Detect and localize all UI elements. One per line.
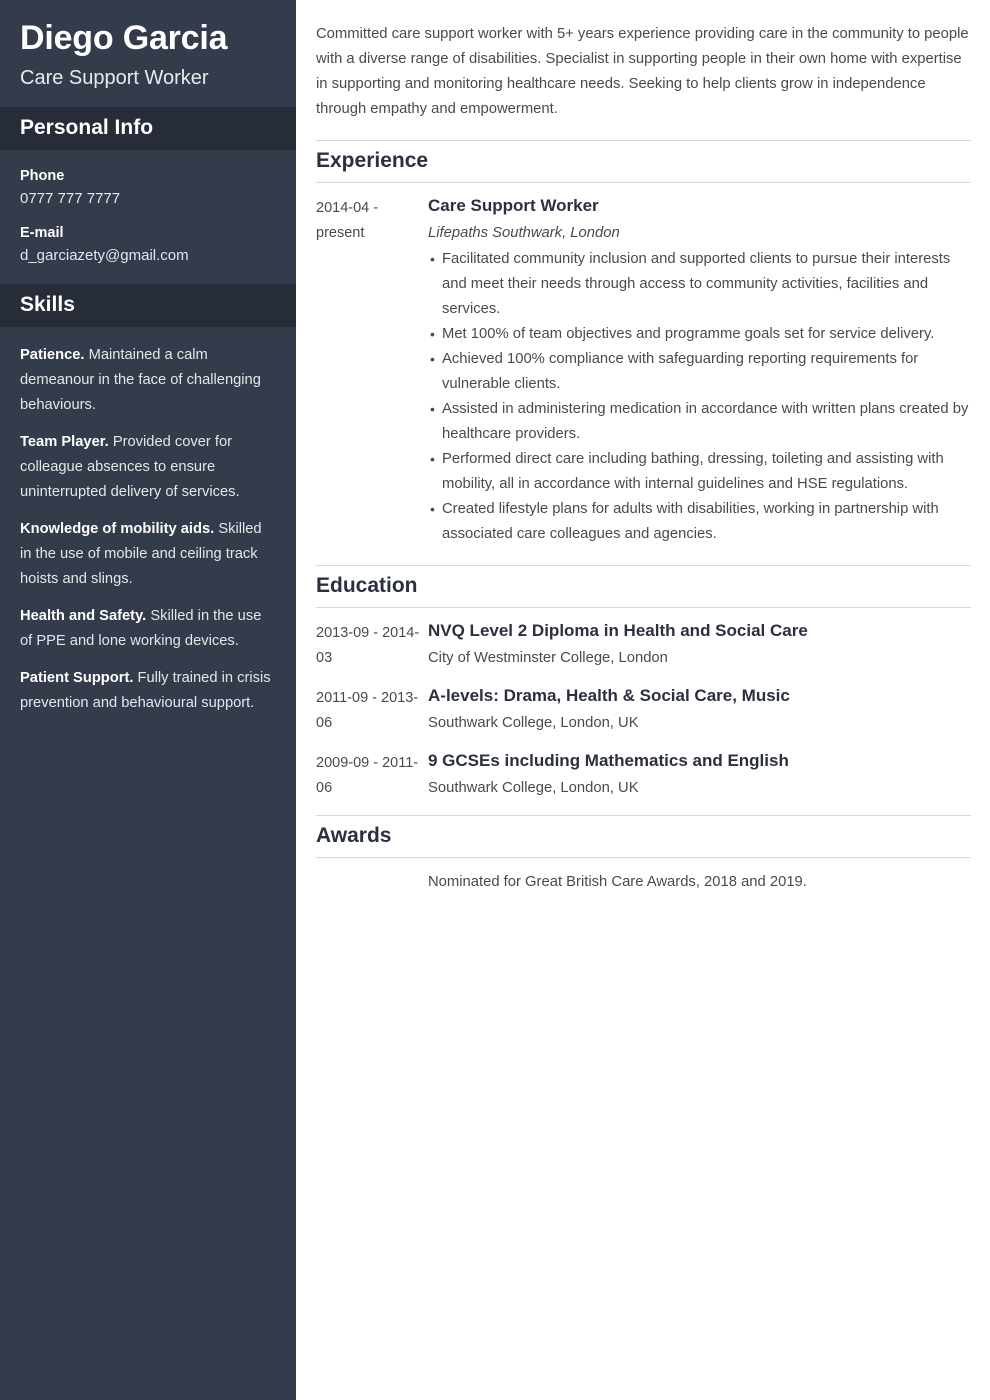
- entry-title: NVQ Level 2 Diploma in Health and Social Care: [428, 621, 808, 640]
- job-title: Care Support Worker: [20, 67, 209, 89]
- entry-subtitle: Southwark College, London, UK: [428, 780, 639, 796]
- section-heading-personal-info: Personal Info: [0, 107, 296, 150]
- education-entry: [316, 619, 971, 671]
- contact-label-email: E-mail: [20, 225, 64, 241]
- list-item: Nominated for Great British Care Awards, 2018 and 2019.: [428, 874, 807, 890]
- experience-entry: [316, 194, 971, 547]
- entry-title: 9 GCSEs including Mathematics and English: [428, 751, 789, 770]
- skill-name: Health and Safety.: [20, 608, 147, 624]
- section-education: [316, 565, 971, 801]
- section-experience: [316, 140, 971, 547]
- list-item: [20, 517, 276, 592]
- list-item: [20, 604, 276, 654]
- education-entry: [316, 684, 971, 736]
- list-item: [20, 430, 276, 505]
- contact-item-phone: [20, 166, 276, 209]
- main-content: [296, 0, 990, 1400]
- entry-body: [428, 619, 971, 670]
- entry-subtitle: City of Westminster College, London: [428, 650, 668, 666]
- skill-name: Patience.: [20, 347, 85, 363]
- entry-body: [428, 194, 971, 547]
- list-item: • Facilitated community inclusion and supported clients to pursue their interests and meet their needs through access to community activities, facilities and services.: [428, 247, 971, 322]
- skill-description: Maintained a calm demeanour in the face of challenging behaviours.: [20, 347, 261, 413]
- list-item: [20, 343, 276, 418]
- skill-name: Team Player.: [20, 434, 109, 450]
- section-title-awards: Awards: [316, 815, 971, 858]
- section-heading-skills: Skills: [0, 284, 296, 327]
- entry-subtitle: Lifepaths Southwark, London: [428, 225, 620, 241]
- section-title-education: Education: [316, 565, 971, 608]
- skill-description: Provided cover for colleague absences to ensure uninterrupted delivery of services.: [20, 434, 240, 500]
- personal-info-list: [0, 150, 296, 284]
- list-item: • Created lifestyle plans for adults with disabilities, working in partnership with associated care colleagues and agencies.: [428, 497, 971, 547]
- list-item: • Assisted in administering medication in accordance with written plans created by healthcare providers.: [428, 397, 971, 447]
- skill-name: Knowledge of mobility aids.: [20, 521, 215, 537]
- entry-body: [428, 684, 971, 735]
- entry-date: 2011-09 - 2013-06: [316, 690, 419, 731]
- list-item: • Achieved 100% compliance with safeguarding reporting requirements for vulnerable clients.: [428, 347, 971, 397]
- entry-bullets: [428, 247, 971, 547]
- skills-list: [0, 327, 296, 732]
- experience-entries: [316, 183, 971, 547]
- education-entry: [316, 749, 971, 801]
- entry-date: 2013-09 - 2014-03: [316, 625, 420, 666]
- entry-title: Care Support Worker: [428, 196, 599, 215]
- name-block: [0, 0, 296, 107]
- entry-subtitle: Southwark College, London, UK: [428, 715, 639, 731]
- professional-summary: Committed care support worker with 5+ years experience providing care in the community to people with a diverse range of disabilities. Specialist in supporting people in their own home with expertise in supporting and monitoring healthcare needs. Seeking to help clients grow in independence through empathy and empowerment.: [316, 26, 969, 117]
- contact-item-email: [20, 223, 276, 266]
- skill-description: Skilled in the use of mobile and ceiling track hoists and slings.: [20, 521, 262, 587]
- list-item: • Met 100% of team objectives and programme goals set for service delivery.: [428, 322, 971, 347]
- entry-body: [428, 749, 971, 800]
- section-title-experience: Experience: [316, 140, 971, 183]
- page-title: Diego Garcia: [20, 19, 228, 57]
- contact-value-phone[interactable]: 0777 777 7777: [20, 190, 121, 207]
- contact-value-email[interactable]: d_garciazety@gmail.com: [20, 247, 189, 264]
- skill-description: Skilled in the use of PPE and lone working devices.: [20, 608, 262, 649]
- entry-date: 2014-04 - present: [316, 200, 379, 241]
- section-awards: [316, 815, 971, 895]
- entry-date: 2009-09 - 2011-06: [316, 755, 419, 796]
- contact-label-phone: Phone: [20, 168, 65, 184]
- skill-name: Patient Support.: [20, 670, 134, 686]
- skill-description: Fully trained in crisis prevention and behavioural support.: [20, 670, 271, 711]
- list-item: [20, 666, 276, 716]
- entry-title: A-levels: Drama, Health & Social Care, Music: [428, 686, 790, 705]
- sidebar: [0, 0, 296, 1400]
- list-item: • Performed direct care including bathing, dressing, toileting and assisting with mobility, all in accordance with internal guidelines and HSE regulations.: [428, 447, 971, 497]
- education-entries: [316, 608, 971, 801]
- awards-entries: [316, 858, 971, 895]
